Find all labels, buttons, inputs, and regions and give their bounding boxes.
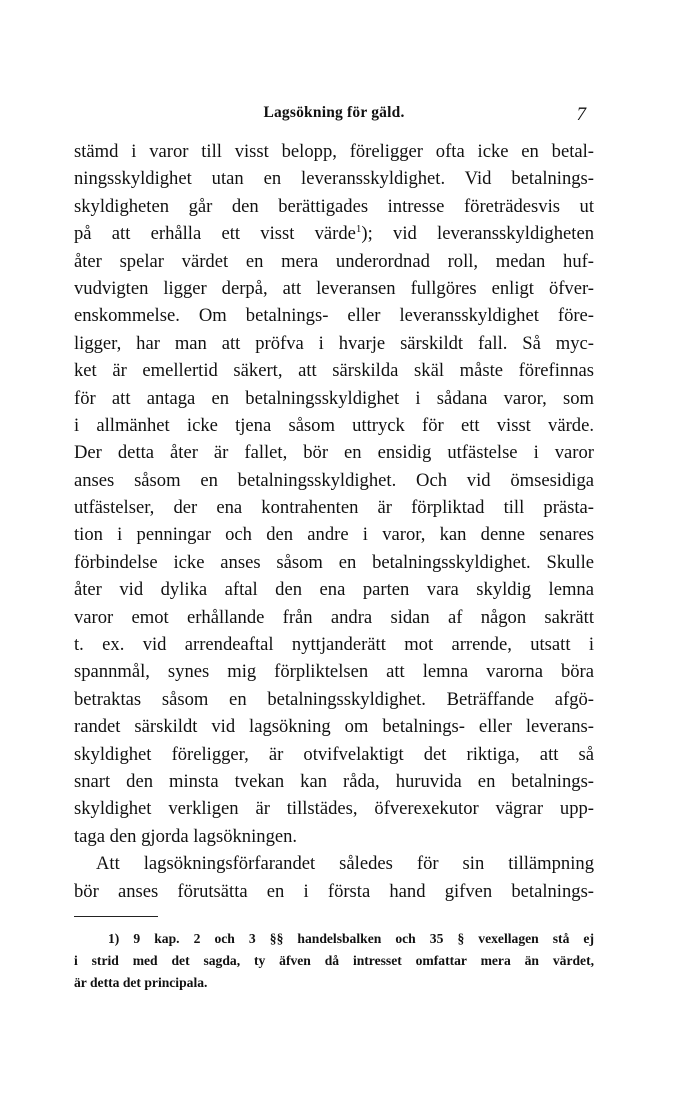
text-line: vudvigten ligger derpå, att leveransen fullgöres enligt öfver-	[74, 277, 594, 299]
text-line: skyldighet föreligger, är otvifvelaktigt det riktiga, att så	[74, 743, 594, 765]
text-line: tion i penningar och den andre i varor, kan denne senares	[74, 524, 594, 546]
text-line: snart den minsta tvekan kan råda, huruvida en betalnings-	[74, 770, 594, 792]
text-line: varor emot erhållande från andra sidan af någon sakrätt	[74, 606, 594, 628]
text-line: utfästelser, der ena kontrahenten är förpliktad till prästa-	[74, 497, 594, 519]
text-line: anses såsom en betalningsskyldighet. Och vid ömsesidiga	[74, 469, 594, 491]
paragraph-end-line: taga den gjorda lagsökningen.	[74, 825, 298, 847]
text-line: enskommelse. Om betalnings- eller leveransskyldighet före-	[74, 305, 594, 327]
text-line: ningsskyldighet utan en leveransskyldighet. Vid betalnings-	[74, 168, 594, 190]
running-head	[74, 104, 594, 130]
paragraph-start-line: Att lagsökningsförfarandet således för sin tillämpning	[96, 853, 594, 875]
text-line: bör anses förutsätta en i första hand gifven betalnings-	[74, 880, 594, 902]
text-line: randet särskildt vid lagsökning om betalnings- eller leverans-	[74, 716, 594, 738]
footnote-line: är detta det principala.	[74, 975, 208, 990]
body-text	[74, 138, 594, 905]
footnote-reference[interactable]: 1	[355, 222, 362, 235]
text-line: t. ex. vid arrendeaftal nyttjanderätt mot arrende, utsatt i	[74, 634, 594, 656]
text-line: för att antaga en betalningsskyldighet i sådana varor, som	[74, 387, 594, 409]
footnote-line: i strid med det sagda, ty äfven då intresset omfattar mera än värdet,	[74, 953, 594, 968]
text-line: i allmänhet icke tjena såsom uttryck för ett visst värde.	[74, 414, 594, 436]
text-line: stämd i varor till visst belopp, föreligger ofta icke en betal-	[74, 141, 594, 162]
text-line: förbindelse icke anses såsom en betalningsskyldighet. Skulle	[74, 551, 594, 573]
text-line: ligger, har man att pröfva i hvarje särskildt fall. Så myc-	[74, 332, 594, 354]
text-line: skyldighet verkligen är tillstädes, öfverexekutor vägrar upp-	[74, 798, 594, 820]
text-line: åter spelar värdet en mera underordnad roll, medan huf-	[74, 250, 594, 272]
footnote-line: 1) 9 kap. 2 och 3 §§ handelsbalken och 35 § vexellagen stå ej	[108, 931, 594, 946]
text-line: skyldigheten går den berättigades intresse företrädesvis ut	[74, 195, 594, 217]
text-line: Der detta åter är fallet, bör en ensidig utfästelse i varor	[74, 442, 594, 464]
text-line: spannmål, synes mig förpliktelsen att lemna varorna böra	[74, 661, 594, 683]
footnote	[74, 928, 594, 994]
text-span: på att erhålla ett visst värde	[74, 223, 356, 245]
text-line: betraktas såsom en betalningsskyldighet. Beträffande afgö-	[74, 688, 594, 710]
page-title: Lagsökning för gäld.	[263, 104, 405, 121]
text-line: ket är emellertid säkert, att särskilda skäl måste förefinnas	[74, 360, 594, 382]
page-number: 7	[576, 104, 586, 125]
text-line-with-footnote-ref	[74, 220, 594, 247]
text-span: ); vid leveransskyldigheten	[361, 223, 594, 245]
footnote-divider	[74, 916, 158, 917]
text-line: åter vid dylika aftal den ena parten vara skyldig lemna	[74, 579, 594, 601]
